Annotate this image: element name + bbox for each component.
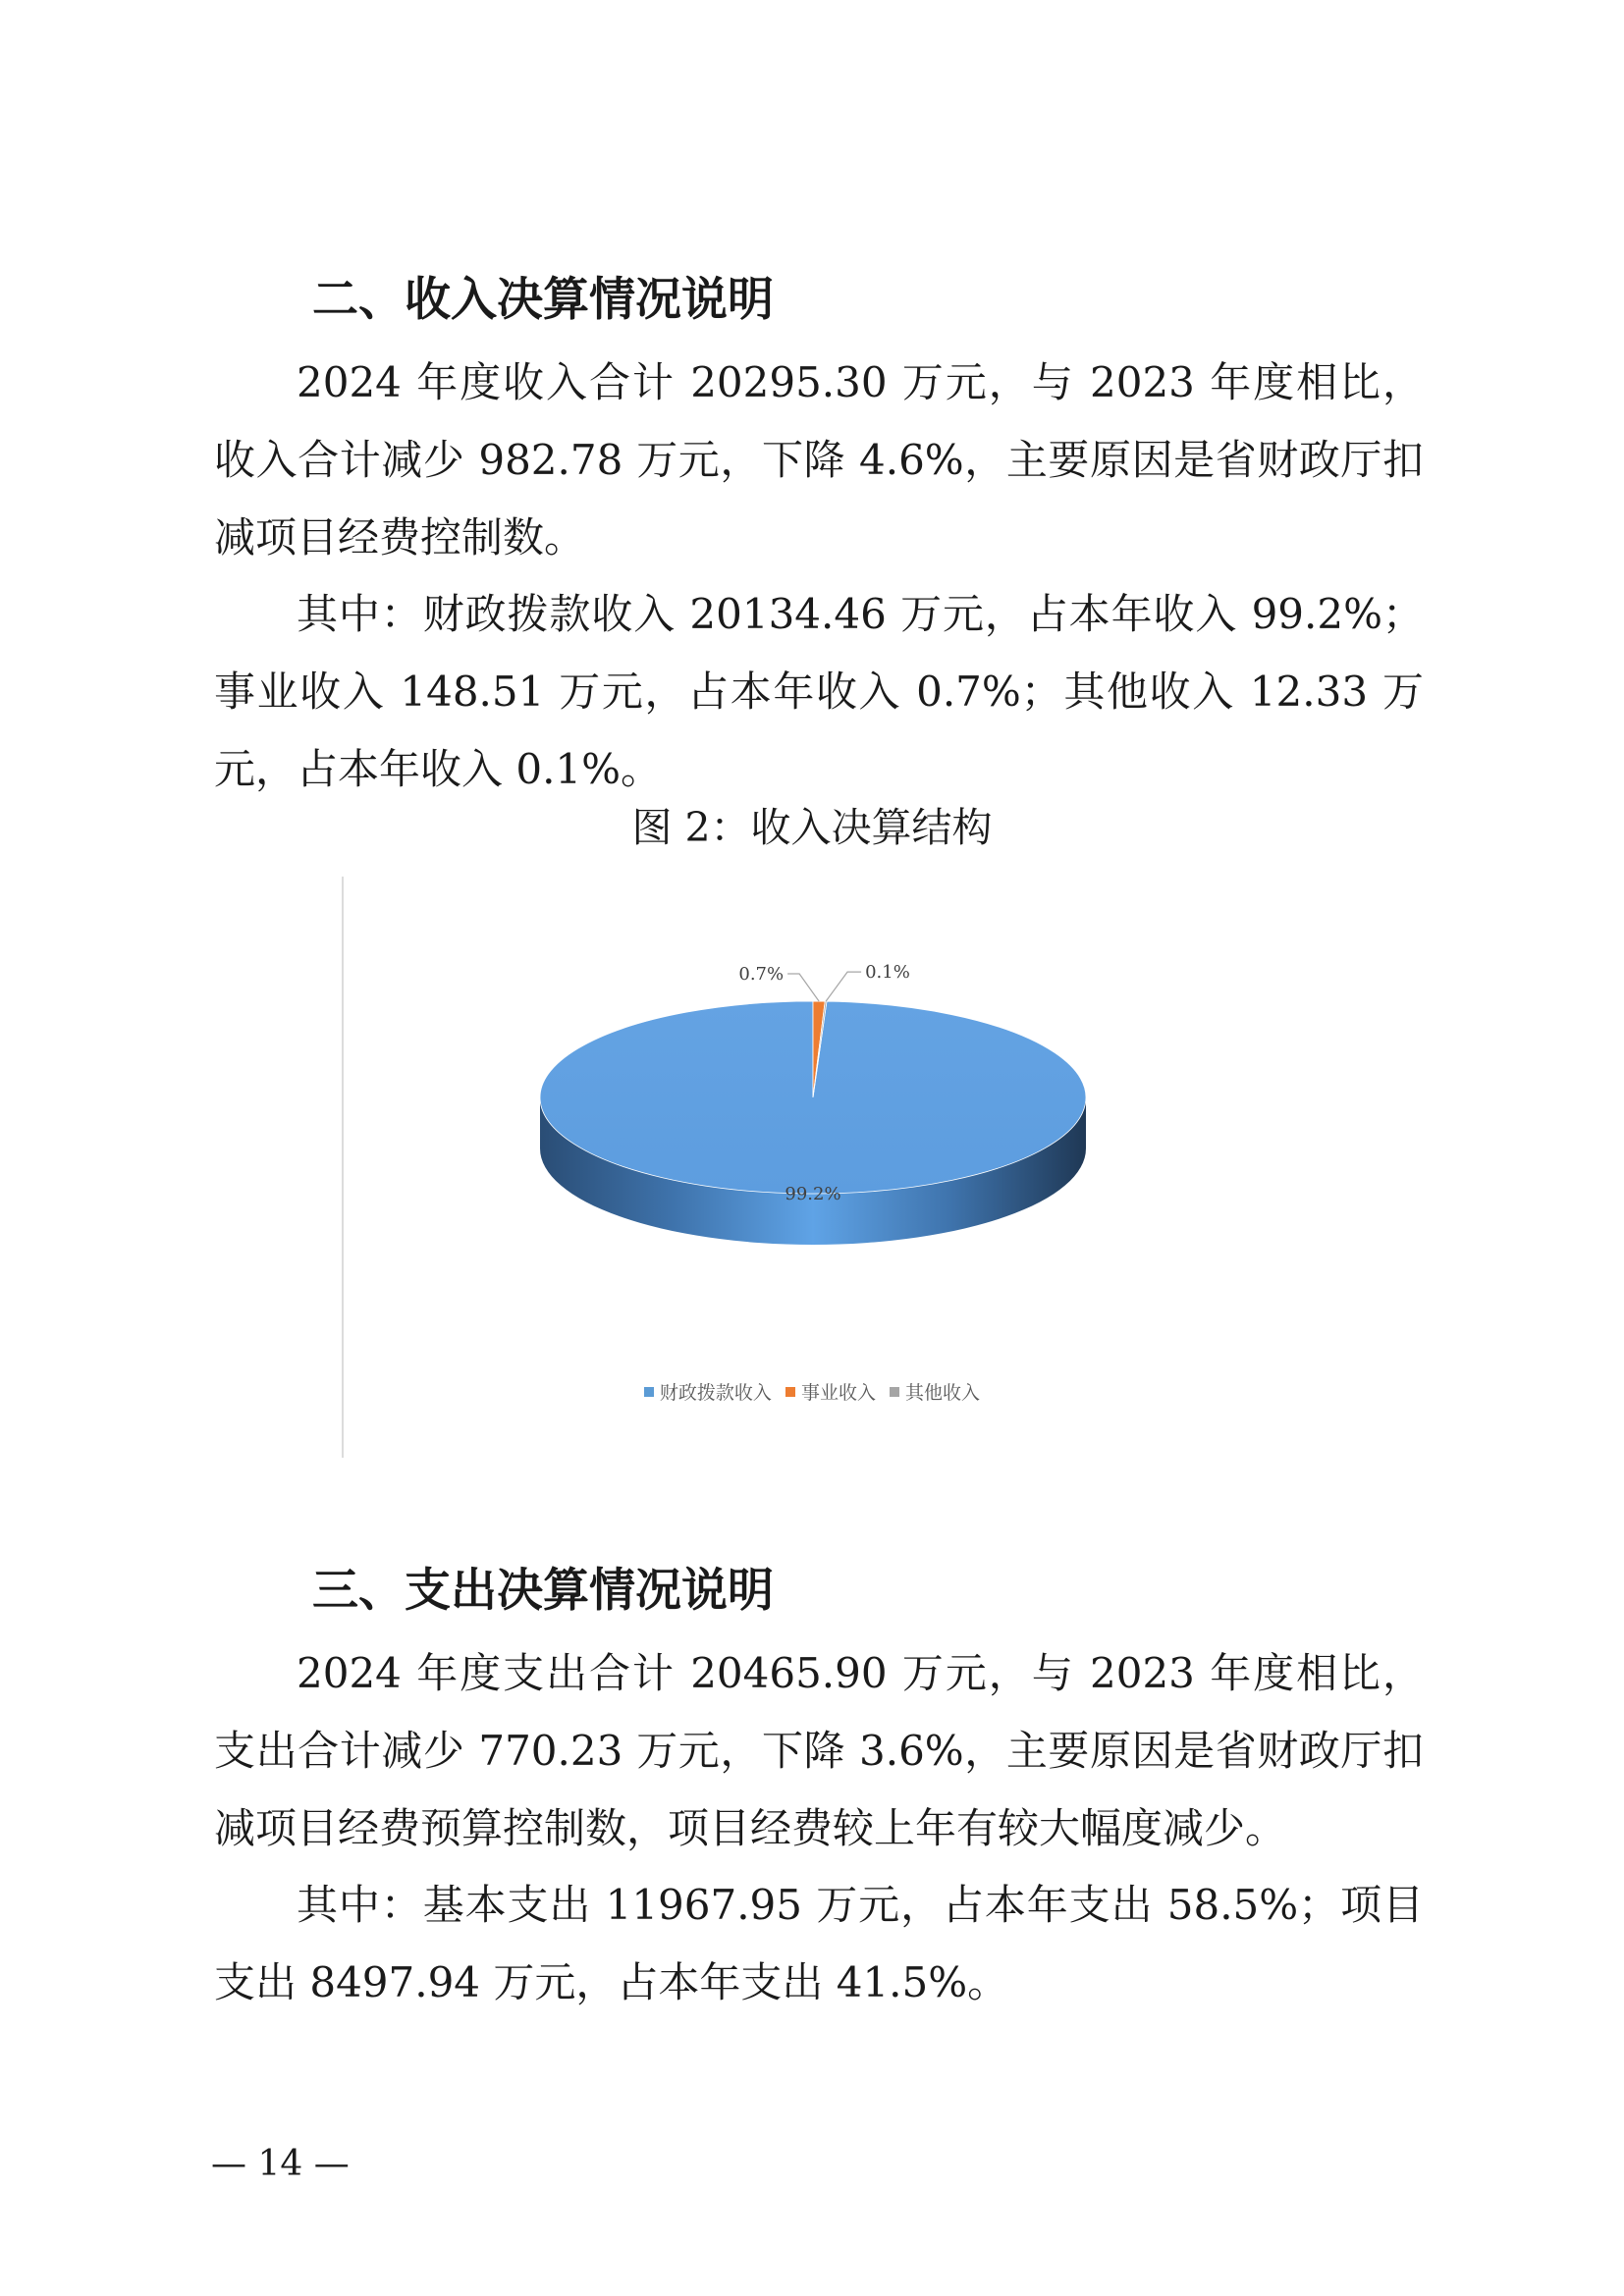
section3-paragraph-1: 2024 年度支出合计 20465.90 万元，与 2023 年度相比，支出合计减少 770.23 万元，下降 3.6%，主要原因是省财政厅扣减项目经费预算控制数，项目经费较上年有较大幅度减少。 (214, 1649, 1424, 1852)
page-number: — 14 — (211, 2144, 350, 2184)
legend-label-business: 事业收入 (800, 1382, 876, 1404)
legend-item-business (785, 1378, 876, 1405)
legend-label-other: 其他收入 (905, 1382, 981, 1404)
pie-chart-svg (342, 877, 1206, 1458)
section2-paragraph-2: 其中：财政拨款收入 20134.46 万元，占本年收入 99.2%；事业收入 148.51 万元，占本年收入 0.7%；其他收入 12.33 万元，占本年收入 0.1%。 (214, 590, 1424, 793)
legend-item-other (890, 1378, 980, 1405)
data-label-fiscal: 99.2% (785, 1184, 841, 1204)
legend-label-fiscal: 财政拨款收入 (659, 1382, 772, 1404)
income-structure-chart (342, 877, 1206, 1458)
section2-paragraph-1: 2024 年度收入合计 20295.30 万元，与 2023 年度相比，收入合计减少 982.78 万元，下降 4.6%，主要原因是省财政厅扣减项目经费控制数。 (214, 358, 1424, 561)
legend-swatch-business (785, 1387, 795, 1397)
section3-paragraph-2: 其中：基本支出 11967.95 万元，占本年支出 58.5%；项目支出 8497.94 万元，占本年支出 41.5%。 (214, 1881, 1424, 2006)
figure-caption: 图 2：收入决算结构 (631, 804, 993, 851)
leader-line-business (787, 974, 819, 1001)
section3-heading: 三、支出决算情况说明 (312, 1564, 774, 1618)
legend-item-fiscal (644, 1378, 772, 1405)
chart-legend (0, 1378, 1624, 1405)
data-label-business: 0.7% (738, 964, 785, 986)
legend-swatch-fiscal (644, 1387, 654, 1397)
leader-line-other (826, 972, 861, 1001)
section2-heading: 二、收入决算情况说明 (312, 273, 774, 327)
data-label-other: 0.1% (865, 962, 910, 984)
legend-swatch-other (890, 1387, 899, 1397)
